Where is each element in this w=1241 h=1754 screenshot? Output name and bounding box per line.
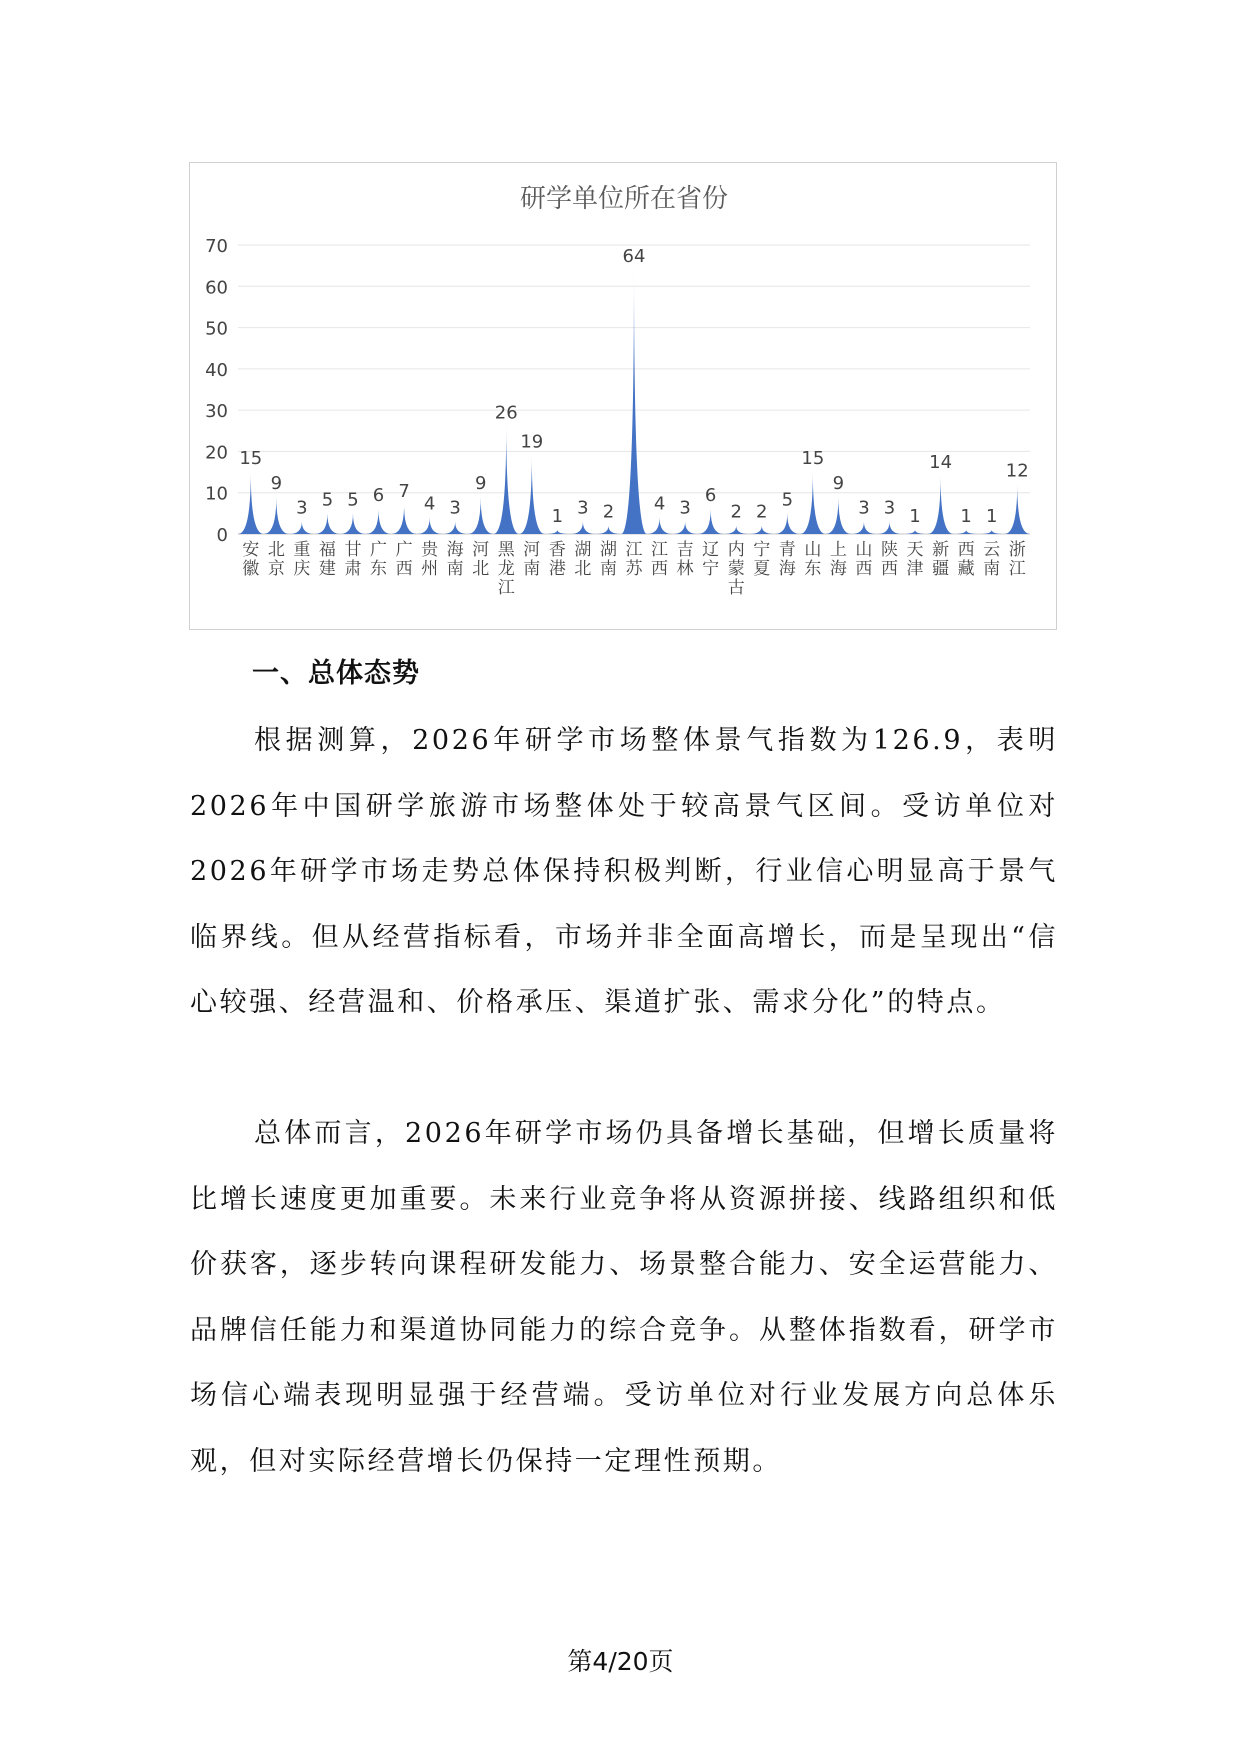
chart-svg (190, 163, 1058, 631)
area-peak (723, 526, 749, 534)
x-tick-label: 湖南 (599, 540, 617, 579)
area-peak (647, 517, 673, 534)
x-tick-label: 辽宁 (702, 540, 720, 579)
data-label: 7 (398, 481, 410, 503)
area-peak (366, 509, 392, 534)
data-label: 2 (756, 501, 768, 523)
area-peak (340, 513, 366, 534)
chart-title: 研学单位所在省份 (519, 184, 729, 214)
area-peak (545, 530, 571, 534)
x-tick-label: 云南 (983, 540, 1001, 579)
area-peak (877, 522, 903, 534)
x-tick-label: 内蒙古 (727, 540, 745, 598)
area-peak (698, 509, 724, 534)
data-label: 5 (347, 489, 359, 511)
data-label: 9 (474, 472, 487, 494)
x-tick-label: 陕西 (880, 540, 898, 579)
data-label: 14 (929, 452, 953, 474)
x-tick-label: 安徽 (242, 540, 260, 579)
data-label: 2 (730, 501, 742, 523)
page-number: 第4/20页 (567, 1647, 674, 1676)
x-tick-label: 广西 (395, 540, 413, 579)
y-tick-label: 20 (205, 442, 228, 464)
area-peak (749, 526, 775, 534)
data-label: 4 (653, 493, 666, 515)
x-tick-label: 湖北 (574, 540, 592, 579)
area-peak (468, 497, 494, 534)
area-peak (953, 530, 979, 534)
data-label: 15 (801, 448, 825, 470)
paragraph-2: 总体而言，2026年研学市场仍具备增长基础，但增长质量将比增长速度更加重要。未来行业竞争将从资源拼接、线路组织和低价获客，逐步转向课程研发能力、场景整合能力、安全运营能力、品牌信任能力和渠道协同能力的综合竞争。从整体指数看，研学市场信心端表现明显强于经营端。受访单位对行业发展方向总体乐观，但对实际经营增长仍保持一定理性预期。 (190, 1118, 1058, 1477)
x-tick-label: 天津 (906, 540, 924, 579)
x-tick-label: 福建 (318, 540, 336, 579)
y-tick-label: 10 (205, 483, 228, 505)
x-tick-label: 上海 (829, 540, 847, 579)
area-peak (238, 472, 264, 534)
data-label: 1 (909, 505, 921, 527)
area-peak (596, 526, 622, 534)
data-label: 3 (679, 497, 691, 519)
x-tick-label: 江苏 (625, 540, 643, 579)
data-label: 6 (704, 485, 717, 507)
data-label: 5 (321, 489, 334, 511)
area-peak (1004, 484, 1030, 534)
area-peak (391, 505, 417, 534)
data-label: 3 (577, 497, 589, 519)
area-peak (289, 522, 315, 534)
area-peak (928, 476, 954, 534)
data-label: 19 (520, 431, 544, 453)
x-tick-label: 黑龙江 (497, 540, 515, 598)
x-tick-label: 香港 (548, 540, 566, 579)
x-tick-label: 北京 (267, 540, 285, 579)
data-label: 26 (494, 402, 518, 424)
x-tick-label: 江西 (651, 540, 669, 579)
data-label: 3 (449, 497, 461, 519)
data-label: 4 (423, 493, 436, 515)
x-tick-label: 海南 (446, 540, 464, 579)
area-peak (826, 497, 852, 534)
x-tick-label: 广东 (370, 540, 388, 579)
area-peak (672, 522, 698, 534)
data-label: 1 (551, 505, 564, 527)
data-label: 1 (985, 505, 998, 527)
data-label: 2 (602, 501, 615, 523)
data-label: 1 (960, 505, 972, 527)
data-label: 3 (883, 497, 896, 519)
area-peak (851, 522, 877, 534)
y-tick-label: 50 (205, 318, 228, 340)
y-tick-label: 30 (205, 401, 228, 423)
data-label: 9 (270, 472, 283, 494)
x-tick-label: 西藏 (957, 540, 975, 579)
x-tick-label: 山东 (804, 540, 822, 579)
area-peak (264, 497, 290, 534)
data-label: 12 (1005, 460, 1029, 482)
data-label: 3 (296, 497, 308, 519)
area-peak (493, 427, 519, 534)
area-peak (315, 513, 341, 534)
x-tick-label: 新疆 (932, 540, 950, 579)
area-peak (621, 270, 647, 534)
x-tick-label: 山西 (855, 540, 873, 579)
y-tick-label: 0 (216, 525, 228, 546)
data-label: 3 (858, 497, 870, 519)
x-tick-label: 河南 (523, 540, 541, 579)
x-tick-label: 浙江 (1008, 540, 1026, 579)
area-peak (775, 513, 801, 534)
y-tick-label: 70 (205, 236, 228, 257)
area-peak (570, 522, 596, 534)
data-label: 5 (781, 489, 794, 511)
x-tick-label: 青海 (778, 540, 796, 579)
area-peak (800, 472, 826, 534)
y-tick-label: 60 (205, 277, 228, 299)
x-tick-label: 吉林 (676, 540, 694, 579)
section-heading: 一、总体态势 (252, 658, 420, 689)
data-label: 9 (832, 472, 845, 494)
data-label: 6 (372, 485, 385, 507)
x-tick-label: 重庆 (293, 540, 311, 579)
province-chart (189, 162, 1057, 630)
area-peak (902, 530, 928, 534)
x-tick-label: 宁夏 (753, 540, 771, 579)
area-peak (417, 517, 443, 534)
data-label: 15 (239, 448, 263, 470)
x-tick-label: 甘肃 (344, 540, 362, 579)
data-label: 64 (622, 245, 646, 267)
area-peak (519, 456, 545, 534)
y-tick-label: 40 (205, 359, 228, 381)
paragraph-1: 根据测算，2026年研学市场整体景气指数为126.9，表明2026年中国研学旅游市场整体处于较高景气区间。受访单位对2026年研学市场走势总体保持积极判断，行业信心明显高于景气临界线。但从经营指标看，市场并非全面高增长，而是呈现出“信心较强、经营温和、价格承压、渠道扩张、需求分化”的特点。 (190, 725, 1058, 1018)
area-peak (979, 530, 1005, 534)
area-peak (442, 522, 468, 534)
x-tick-label: 贵州 (421, 540, 439, 579)
x-tick-label: 河北 (472, 540, 490, 579)
